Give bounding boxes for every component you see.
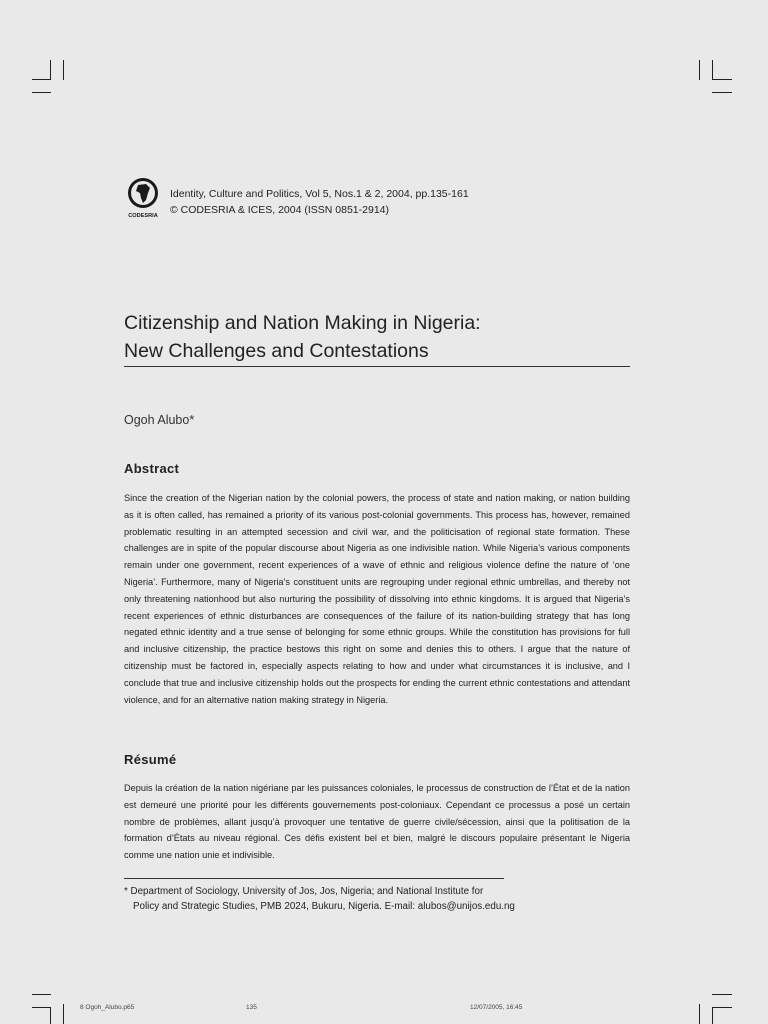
- slug-page: 135: [246, 1004, 257, 1011]
- crop-mark: [712, 1007, 732, 1008]
- crop-mark: [63, 1004, 64, 1024]
- footnote-line-2: Policy and Strategic Studies, PMB 2024, Bukuru, Nigeria. E-mail: alubos@unijos.edu.ng: [133, 901, 515, 912]
- slug-filename: 8 Ogoh_Alubo.p65: [80, 1004, 135, 1011]
- crop-mark: [712, 994, 732, 995]
- abstract-heading: Abstract: [124, 461, 180, 476]
- title-line-1: Citizenship and Nation Making in Nigeria:: [124, 312, 481, 334]
- africa-map-icon: [124, 176, 162, 220]
- footnote-line-1: * Department of Sociology, University of Jos, Jos, Nigeria; and National Institute for: [124, 886, 484, 897]
- codesria-logo: [124, 176, 162, 220]
- abstract-text: Since the creation of the Nigerian nation by the colonial powers, the process of state and nation making, or nation building as it is often called, has remained a priority of its various post-colonial governments. This process has, however, remained problematic resulting in an attempted secession and civil war, and the politicisation of regional state formation. These challenges are in spite of the popular discourse about Nigeria as one indivisible nation. While Nigeria’s various components remain under one government, recent experiences of a wave of ethnic and religious violence define the nature of ‘one Nigeria’. Furthermore, many of Nigeria’s constituent units are regrouping under regional ethnic umbrellas, and thereby not only threatening nationhood but also nurturing the possibility of dissolving into ethnic kingdoms. It is argued that Nigeria’s recent experiences of ethnic disturbances are consequences of the failure of its nation-building strategy that has long negated ethnic identity and a true sense of belonging for some ethnic groups. While the constitution has provisions for full and inclusive citizenship, the practice bestows this right on some and denies this to others. I argue that the nature of citizenship must be factored in, especially aspects relating to how and under what circumstances it is inclusive, and I conclude that true and inclusive citizenship holds out the prospects for ending the current ethnic contestations and attendant violence, and for an alternative nation making strategy in Nigeria.: [124, 493, 630, 705]
- crop-mark: [63, 60, 64, 80]
- crop-mark: [712, 1007, 713, 1024]
- crop-mark: [699, 1004, 700, 1024]
- title-line-2: New Challenges and Contestations: [124, 340, 429, 362]
- logo-text: CODESRIA: [128, 213, 158, 219]
- crop-mark: [50, 1007, 51, 1024]
- crop-mark: [712, 60, 713, 80]
- resume-text: Depuis la création de la nation nigériane par les puissances coloniales, le processus de construction de l’État et de la nation est demeuré une priorité pour les différents gouvernements post-coloniaux. Cependant ce processus a posé un certain nombre de problèmes, allant jusqu’à provoquer une tentative de guerre civile/sécession, ainsi que la politisation de la formation d’États au niveau régional. Ces défis existent bel et bien, malgré le discours populaire présentant le Nigeria comme une nation unie et indivisible.: [124, 783, 630, 861]
- footnote: [124, 884, 515, 914]
- journal-citation: Identity, Culture and Politics, Vol 5, Nos.1 & 2, 2004, pp.135-161: [170, 188, 469, 200]
- title-divider: [124, 366, 630, 367]
- crop-mark: [32, 79, 51, 80]
- crop-mark: [699, 60, 700, 80]
- footnote-divider: [124, 878, 504, 879]
- crop-mark: [32, 92, 51, 93]
- crop-mark: [50, 60, 51, 80]
- copyright-line: © CODESRIA & ICES, 2004 (ISSN 0851-2914): [170, 204, 390, 216]
- crop-mark: [32, 1007, 51, 1008]
- author-name: Ogoh Alubo*: [124, 413, 195, 427]
- crop-mark: [712, 79, 732, 80]
- slug-date: 12/07/2005, 16:45: [470, 1004, 523, 1011]
- journal-header: [170, 186, 469, 218]
- article-title: [124, 309, 630, 365]
- crop-mark: [712, 92, 732, 93]
- crop-mark: [32, 994, 51, 995]
- resume-heading: Résumé: [124, 752, 177, 767]
